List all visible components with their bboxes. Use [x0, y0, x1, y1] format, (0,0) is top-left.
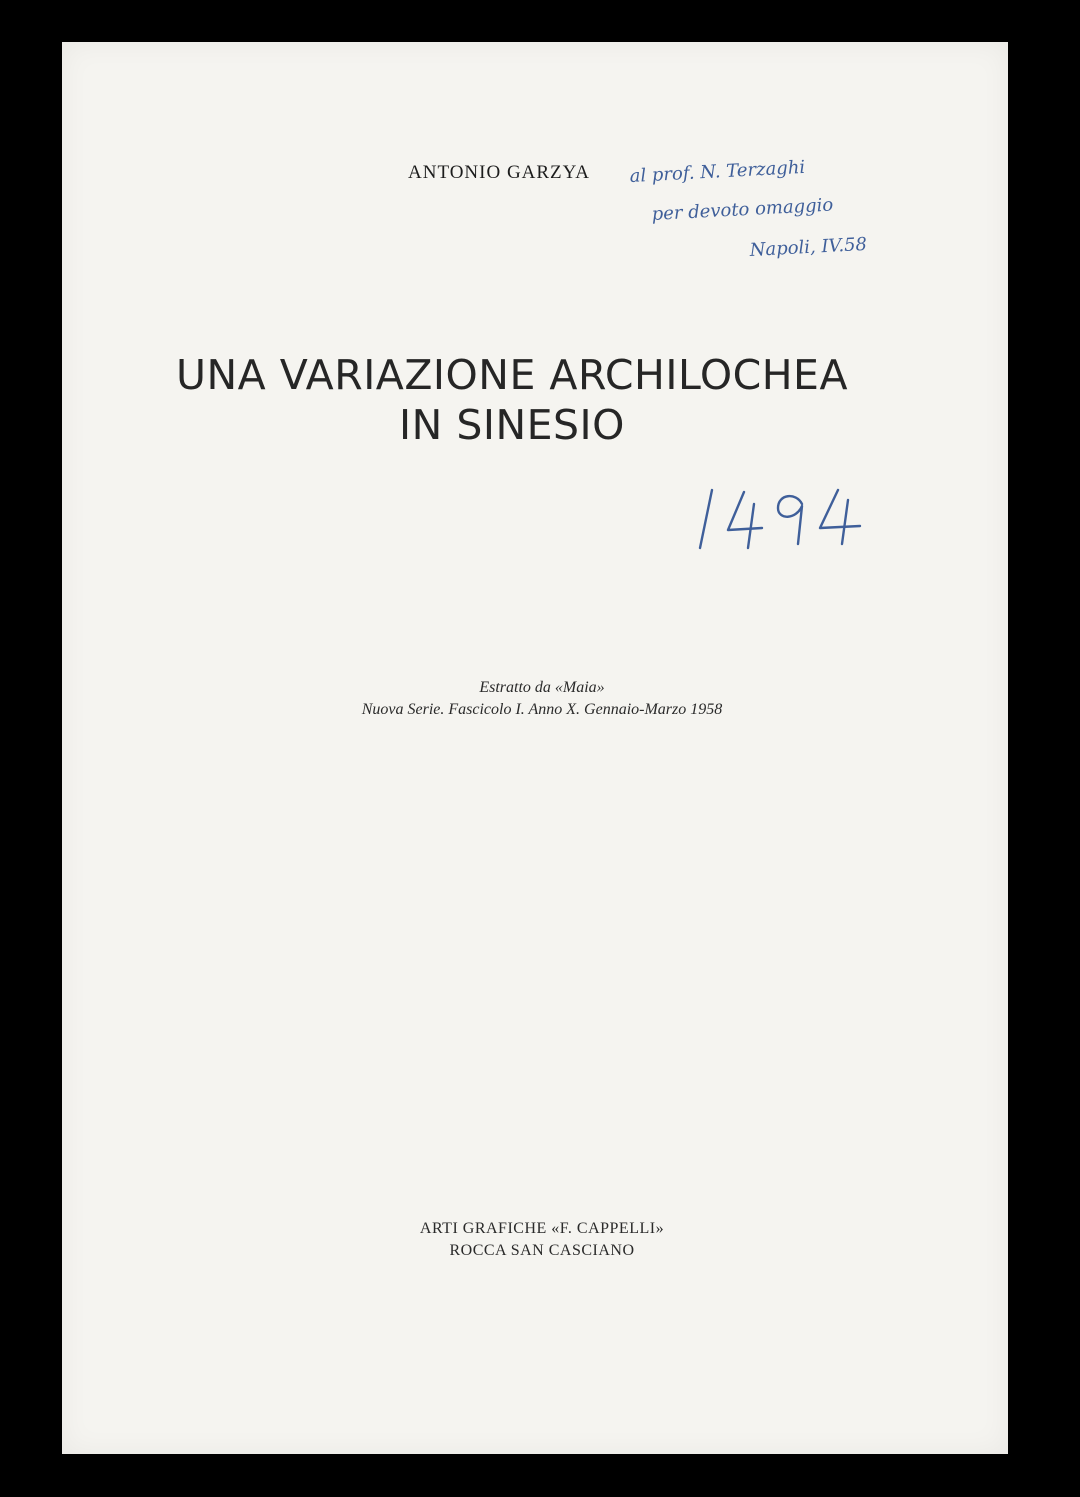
handwritten-dedication: [622, 152, 922, 272]
publisher-imprint: [162, 1218, 922, 1262]
title-line-1: UNA VARIAZIONE ARCHILOCHEA: [175, 351, 849, 399]
extract-series: Nuova Serie. Fascicolo I. Anno X. Gennaio-Marzo 1958: [361, 701, 723, 718]
author-name: ANTONIO GARZYA: [408, 162, 591, 183]
booklet-cover: [62, 42, 1008, 1454]
extract-note: [162, 677, 922, 721]
dedication-line-2: per devoto omaggio: [651, 194, 834, 225]
booklet-title: [122, 350, 902, 450]
publisher-location: ROCCA SAN CASCIANO: [449, 1242, 635, 1259]
dedication-line-3: Napoli, IV.58: [749, 233, 868, 261]
title-line-2: IN SINESIO: [399, 401, 625, 449]
inventory-number-handwriting: [692, 482, 872, 552]
dedication-line-1: al prof. N. Terzaghi: [629, 156, 806, 187]
dedication-handwriting: [622, 152, 922, 272]
extract-source: Estratto da «Maia»: [479, 679, 605, 696]
publisher-name: ARTI GRAFICHE «F. CAPPELLI»: [419, 1220, 665, 1237]
inventory-number: [692, 482, 872, 552]
